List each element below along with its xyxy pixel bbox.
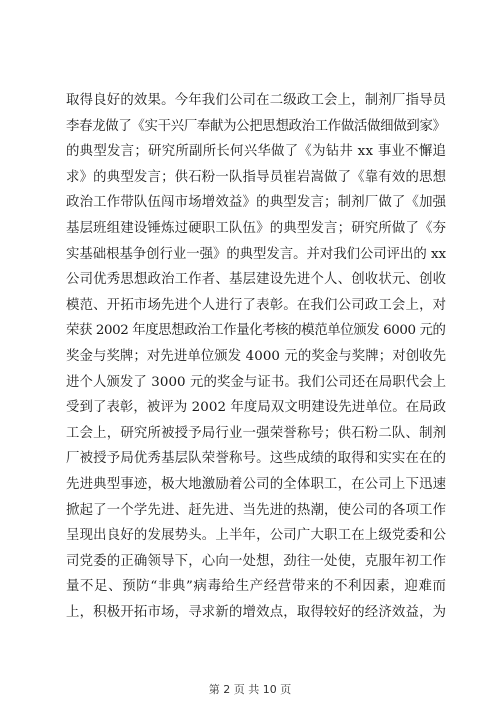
page-number-label: 第 2 页 共 10 页 (208, 683, 292, 696)
text-line: 李春龙做了《实干兴厂奉献为公把思想政治工作做活做细做到家》 (66, 118, 446, 134)
text-line: 上，积极开拓市场，寻求新的增效点，取得较好的经济效益，为 (66, 604, 447, 620)
text-line: 量不足、预防“非典”病毒给生产经营带来的不利因素，迎难而 (66, 579, 447, 595)
page-footer (0, 681, 500, 697)
text-line: 司党委的正确领导下，心向一处想，劲往一处使，克服年初工作 (66, 553, 447, 569)
text-line: 模范、开拓市场先进个人进行了表彰。在我们公司政工会上，对 (66, 297, 447, 313)
text-line: 呈现出良好的发展势头。上半年，公司广大职工在上级党委和公 (66, 528, 447, 544)
body-text (66, 88, 446, 625)
text-line: 公司优秀思想政治工作者、基层建设先进个人、创收状元、创收 (66, 272, 447, 288)
text-line: 进个人颁发了 3000 元的奖金与证书。我们公司还在局职代会上 (66, 374, 447, 390)
text-line: 奖金与奖牌；对先进单位颁发 4000 元的奖金与奖牌；对创收先 (66, 348, 447, 364)
text-line: 掀起了一个学先进、赶先进、当先进的热潮，使公司的各项工作 (66, 502, 447, 518)
text-line: 工会上，研究所被授予局行业一强荣誉称号；供石粉二队、制剂 (66, 425, 447, 441)
text-line: 的典型发言；研究所副所长何兴华做了《为钻井 xx 事业不懈追 (66, 144, 447, 160)
text-line: 政治工作带队伍闯市场增效益》的典型发言；制剂厂做了《加强 (66, 195, 447, 211)
text-line: 受到了表彰，被评为 2002 年度局双文明建设先进单位。在局政 (66, 400, 447, 416)
text-line: 实基础根基争创行业一强》的典型发言。并对我们公司评出的 xx (66, 246, 447, 262)
text-line: 厂被授予局优秀基层队荣誉称号。这些成绩的取得和实实在在的 (66, 451, 447, 467)
text-line: 先进典型事迹，极大地激励着公司的全体职工，在公司上下迅速 (66, 476, 447, 492)
text-line: 取得良好的效果。今年我们公司在二级政工会上，制剂厂指导员 (66, 93, 447, 108)
text-line: 求》的典型发言；供石粉一队指导员崔岩嵩做了《靠有效的思想 (66, 169, 447, 185)
text-line: 荣获 2002 年度思想政治工作量化考核的模范单位颁发 6000 元的 (66, 323, 446, 339)
text-line: 基层班组建设锤炼过硬职工队伍》的典型发言；研究所做了《夯 (66, 220, 447, 236)
